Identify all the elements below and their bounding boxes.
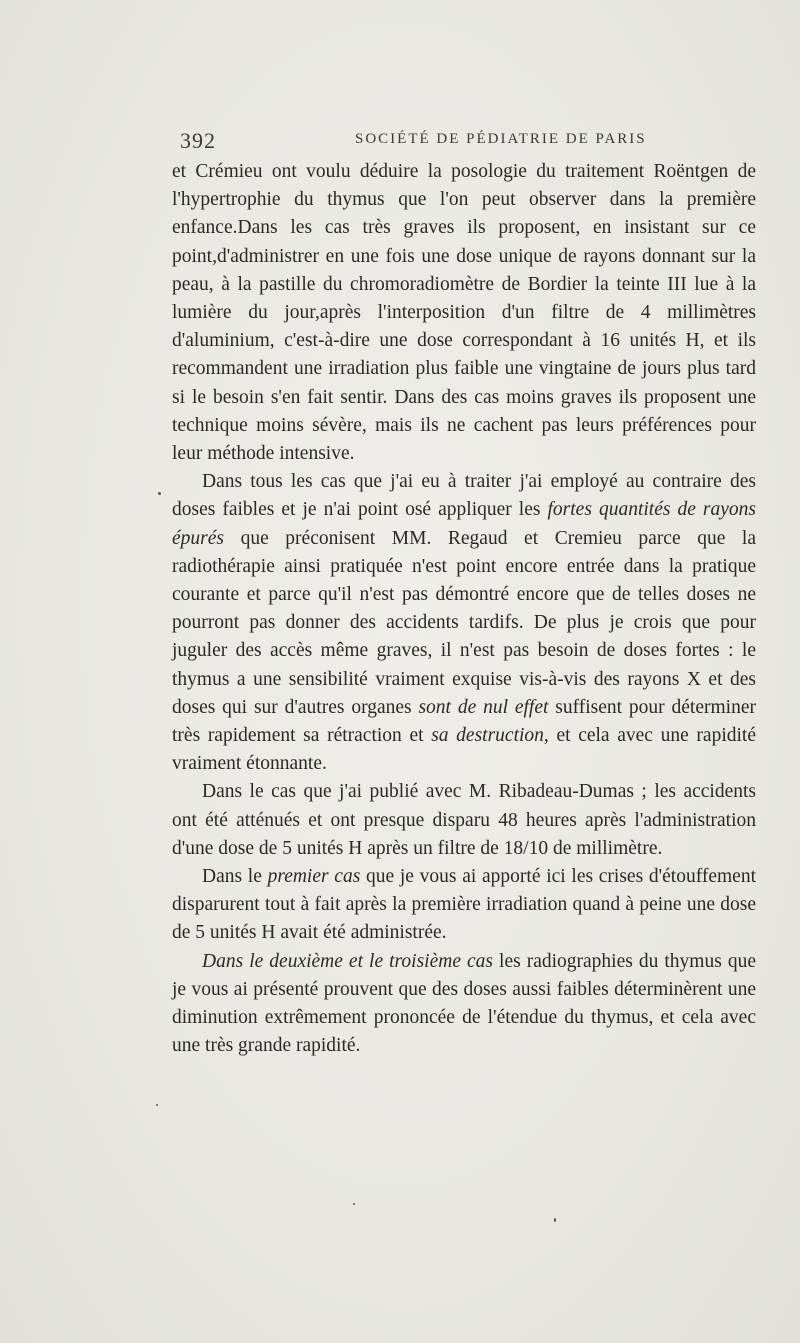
scan-speck xyxy=(156,1104,158,1106)
running-title: SOCIÉTÉ DE PÉDIATRIE DE PARIS xyxy=(355,131,647,147)
scan-speck xyxy=(158,492,161,495)
paragraph-1 xyxy=(172,158,756,468)
paragraph-4 xyxy=(172,863,756,948)
paragraph-4-text-1: Dans le xyxy=(202,866,268,888)
paragraph-2-italic-2: sont de nul effet xyxy=(418,696,549,718)
paragraph-2-italic-3: sa destruction, xyxy=(431,725,549,747)
paragraph-2 xyxy=(172,468,756,778)
paragraph-1-text: et Crémieu ont voulu déduire la posologie du traitement Roëntgen de l'hypertrophie du thymus que l'on peut observer dans la première enfance.Dans les cas très graves ils proposent, en insistant sur ce point,d'administrer en une fois une dose unique de rayons donnant sur la peau, à la pastille du chromoradiomètre de Bordier la teinte III lue à la lumière du jour,après l'interposition d'un filtre de 4 millimètres d'aluminium, c'est-à-dire une dose correspondant à 16 unités H, et ils recommandent une irradiation plus faible une vingtaine de jours plus tard si le besoin s'en fait sentir. Dans des cas moins graves ils proposent une technique moins sévère, mais ils ne cachent pas leurs préférences pour leur méthode intensive. xyxy=(172,161,756,465)
running-head xyxy=(180,128,756,152)
scan-speck xyxy=(353,1203,355,1205)
paragraph-2-text-1: Dans tous les cas que j'ai eu à traiter j'ai employé au contraire des doses faibles et je n'ai point osé appliquer les xyxy=(172,471,756,521)
paragraph-5-italic-1: Dans le deuxième et le troisième cas xyxy=(202,950,493,972)
page-number: 392 xyxy=(180,128,216,153)
scan-speck xyxy=(554,1218,556,1222)
paragraph-4-italic-1: premier cas xyxy=(267,866,361,888)
paragraph-2-italic-1: fortes quantités de rayons épurés xyxy=(172,499,757,549)
paragraph-2-text-3: suffisent pour déterminer très rapidement sa rétraction et xyxy=(172,696,756,747)
paragraph-5 xyxy=(172,948,756,1061)
paragraph-3-text: Dans le cas que j'ai publié avec M. Ribadeau-Dumas ; les accidents ont été atténués et ont presque disparu 48 heures après l'administration d'une dose de 5 unités H après un filtre de 18/10 de millimètre. xyxy=(172,781,756,859)
body-text xyxy=(172,158,756,1061)
paragraph-5-text-1: les radiographies du thymus que je vous ai présenté prouvent que des doses aussi faibles déterminèrent une diminution extrêmement prononcée de l'étendue du thymus, et cela avec une très grande rapidité. xyxy=(172,950,756,1057)
paragraph-4-text-2: que je vous ai apporté ici les crises d'étouffement disparurent tout à fait après la première irradiation quand à peine une dose de 5 unités H avait été administrée. xyxy=(172,866,757,944)
paragraph-2-text-4: et cela avec une rapidité vraiment étonnante. xyxy=(172,725,756,775)
paragraph-2-text-2: que préconisent MM. Regaud et Cremieu parce que la radiothérapie ainsi pratiquée n'est point encore entrée dans la pratique courante et parce qu'il n'est pas démontré encore que de telles doses ne pourront pas donner des accidents tardifs. De plus je crois que pour juguler des accès même graves, il n'est pas besoin de doses fortes : le thymus a une sensibilité vraiment exquise vis-à-vis des rayons X et des doses qui sur d'autres organes xyxy=(172,527,756,718)
paragraph-3 xyxy=(172,778,756,863)
